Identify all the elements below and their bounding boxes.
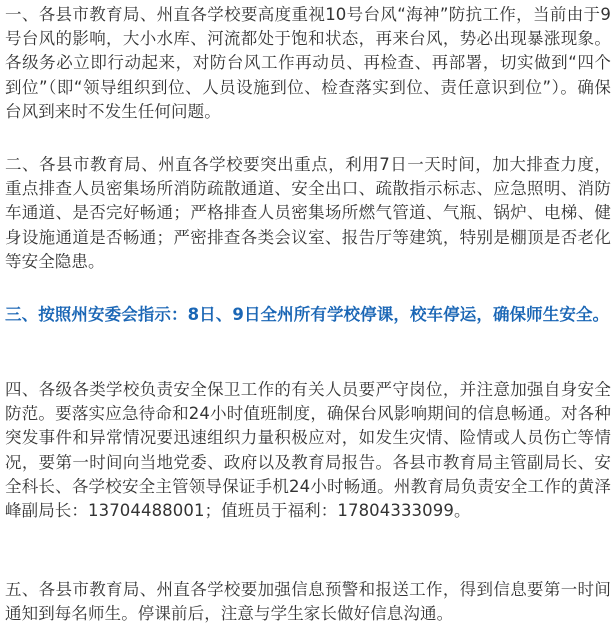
paragraph-5: 五、各县市教育局、州直各学校要加强信息预警和报送工作，得到信息要第一时间通知到每名师生。停课前后，注意与学生家长做好信息沟通。: [5, 580, 611, 624]
paragraph-3-highlight: 三、按照州安委会指示：8日、9日全州所有学校停课，校车停运，确保师生安全。: [5, 305, 610, 324]
paragraph-1: 一、各县市教育局、州直各学校要高度重视10号台风“海神”防抗工作，当前由于9号台风的影响，大小水库、河流都处于饱和状态，再来台风，势必出现暴涨现象。各级务必立即行动起来，对防台风工作再动员、再检查、再部署，切实做到“四个到位”（即“领导组织到位、人员设施到位、检查落实到位、责任意识到位”）。确保台风到来时不发生任何问题。: [5, 5, 611, 121]
paragraph-4: 四、各级各类学校负责安全保卫工作的有关人员要严守岗位，并注意加强自身安全防范。要落实应急待命和24小时值班制度，确保台风影响期间的信息畅通。对各种突发事件和异常情况要迅速组织力量积极应对，如发生灾情、险情或人员伤亡等情况，要第一时间向当地党委、政府以及教育局报告。各县市教育局主管副局长、安全科长、各学校安全主管领导保证手机24小时畅通。州教育局负责安全工作的黄泽峰副局长：13704488001；值班员于福利：17804333099。: [5, 380, 611, 521]
paragraph-2: 二、各县市教育局、州直各学校要突出重点，利用7日一天时间，加大排查力度，重点排查人员密集场所消防疏散通道、安全出口、疏散指示标志、应急照明、消防车通道、是否完好畅通；严格排查人员密集场所燃气管道、气瓶、锅炉、电梯、健身设施通道是否畅通；严密排查各类会议室、报告厅等建筑，特别是棚顶是否老化等安全隐患。: [5, 155, 611, 271]
